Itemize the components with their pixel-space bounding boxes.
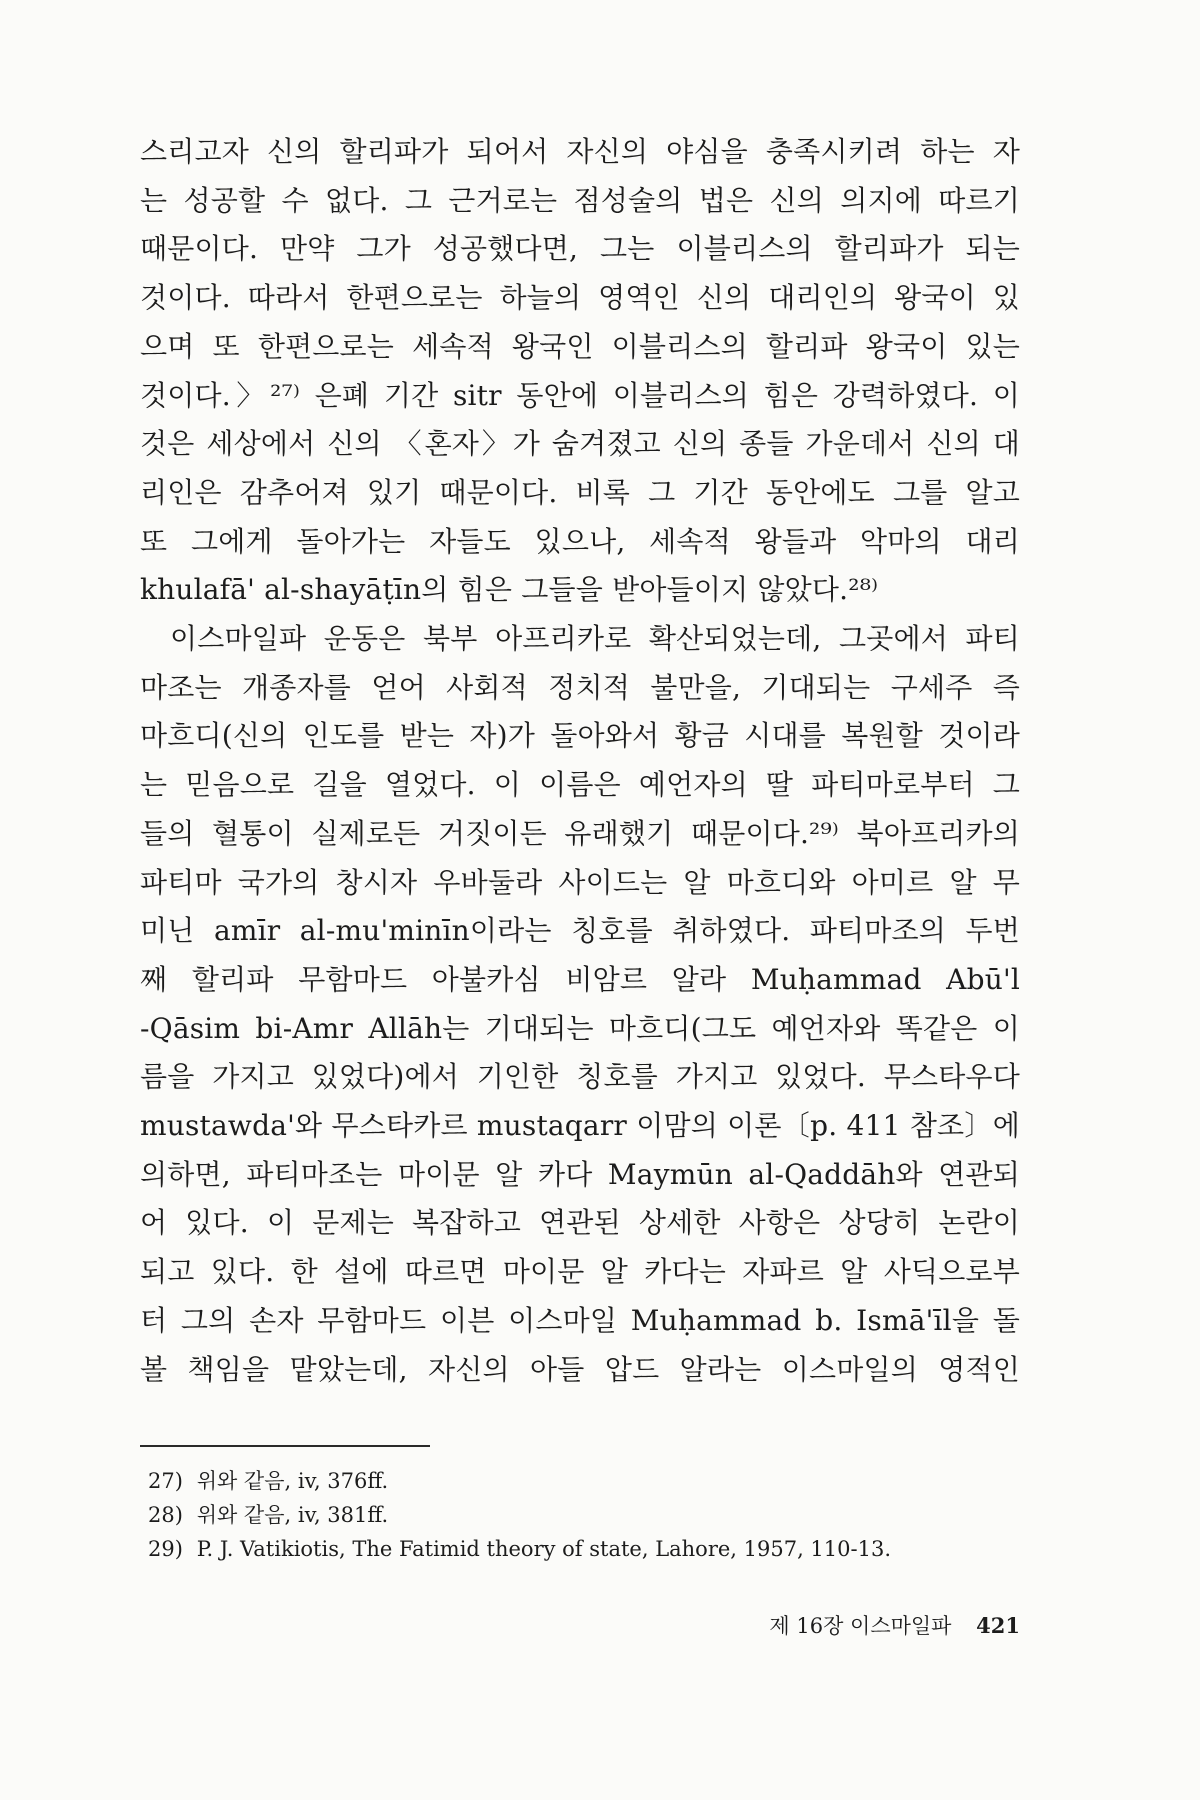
footnote-text: 위와 같음, iv, 376ff. — [196, 1469, 389, 1493]
page-footer — [670, 1610, 1020, 1640]
text-line: 는 믿음으로 길을 열었다. 이 이름은 예언자의 딸 파티마로부터 그 — [140, 768, 1020, 802]
text-line: 때문이다. 만약 그가 성공했다면, 그는 이블리스의 할리파가 되는 — [140, 232, 1020, 266]
text-line: 째 할리파 무함마드 아불카심 비암르 알라 Muḥammad Abū'l — [140, 962, 1020, 996]
text-line: 볼 책임을 맡았는데, 자신의 아들 압드 알라는 이스마일의 영적인 — [140, 1352, 1020, 1386]
text-line: 미닌 amīr al-mu'minīn이라는 칭호를 취하였다. 파티마조의 두번 — [140, 914, 1020, 948]
text-line: 것이다. 따라서 한편으로는 하늘의 영역인 신의 대리인의 왕국이 있 — [140, 281, 1020, 315]
text-line: 들의 혈통이 실제로든 거짓이든 유래했기 때문이다.²⁹⁾ 북아프리카의 — [140, 816, 1020, 850]
text-line: mustawda'와 무스타카르 mustaqarr 이맘의 이론〔p. 411 참조〕에 — [140, 1109, 1020, 1143]
page-number: 421 — [976, 1613, 1020, 1638]
text-line: 스리고자 신의 할리파가 되어서 자신의 야심을 충족시키려 하는 자 — [140, 135, 1020, 168]
footnote-number: 29) — [148, 1537, 183, 1561]
footnote-number: 28) — [148, 1503, 183, 1527]
text-line: 것은 세상에서 신의 〈혼자〉가 숨겨졌고 신의 종들 가운데서 신의 대 — [140, 427, 1020, 461]
text-line: 파티마 국가의 창시자 우바둘라 사이드는 알 마흐디와 아미르 알 무 — [140, 865, 1020, 899]
footnote-number: 27) — [148, 1469, 183, 1493]
text-line: 어 있다. 이 문제는 복잡하고 연관된 상세한 사항은 상당히 논란이 — [140, 1206, 1020, 1240]
text-line: khulafā' al-shayāṭīn의 힘은 그들을 받아들이지 않았다.²⁸⁾ — [140, 573, 879, 607]
footnote-text: P. J. Vatikiotis, The Fatimid theory of state, Lahore, 1957, 110-13. — [196, 1537, 892, 1561]
text-line: 리인은 감추어져 있기 때문이다. 비록 그 기간 동안에도 그를 알고 — [140, 475, 1020, 509]
text-line: 것이다.〉²⁷⁾ 은폐 기간 sitr 동안에 이블리스의 힘은 강력하였다. 이 — [140, 378, 1020, 412]
text-line: 는 성공할 수 없다. 그 근거로는 점성술의 법은 신의 의지에 따르기 — [140, 183, 1020, 217]
text-line: 의하면, 파티마조는 마이문 알 카다 Maymūn al-Qaddāh와 연관되 — [140, 1157, 1020, 1191]
footnote-29 — [140, 1532, 1020, 1566]
text-line: 또 그에게 돌아가는 자들도 있으나, 세속적 왕들과 악마의 대리 — [140, 524, 1020, 558]
footnote-text: 위와 같음, iv, 381ff. — [196, 1503, 389, 1527]
text-line: -Qāsim bi-Amr Allāh는 기대되는 마흐디(그도 예언자와 똑같은 이 — [140, 1011, 1020, 1045]
chapter-running-head: 제 16장 이스마일파 — [769, 1614, 952, 1638]
text-line: 마흐디(신의 인도를 받는 자)가 돌아와서 황금 시대를 복원할 것이라 — [140, 719, 1020, 753]
text-line: 되고 있다. 한 설에 따르면 마이문 알 카다는 자파르 알 사딕으로부 — [140, 1255, 1020, 1289]
text-line: 마조는 개종자를 얻어 사회적 정치적 불만을, 기대되는 구세주 즉 — [140, 670, 1020, 704]
text-line: 터 그의 손자 무함마드 이븐 이스마일 Muḥammad b. Ismā'īl을 돌 — [140, 1303, 1020, 1337]
paragraph-start-line: 이스마일파 운동은 북부 아프리카로 확산되었는데, 그곳에서 파티 — [170, 622, 1020, 656]
footnotes — [140, 1464, 1020, 1566]
body-text — [140, 128, 1020, 1394]
text-line: 으며 또 한편으로는 세속적 왕국인 이블리스의 할리파 왕국이 있는 — [140, 329, 1020, 363]
footnote-divider — [140, 1445, 430, 1447]
text-line: 름을 가지고 있었다)에서 기인한 칭호를 가지고 있었다. 무스타우다 — [140, 1060, 1020, 1094]
footnote-28 — [140, 1498, 1020, 1532]
footnote-27 — [140, 1464, 1020, 1498]
